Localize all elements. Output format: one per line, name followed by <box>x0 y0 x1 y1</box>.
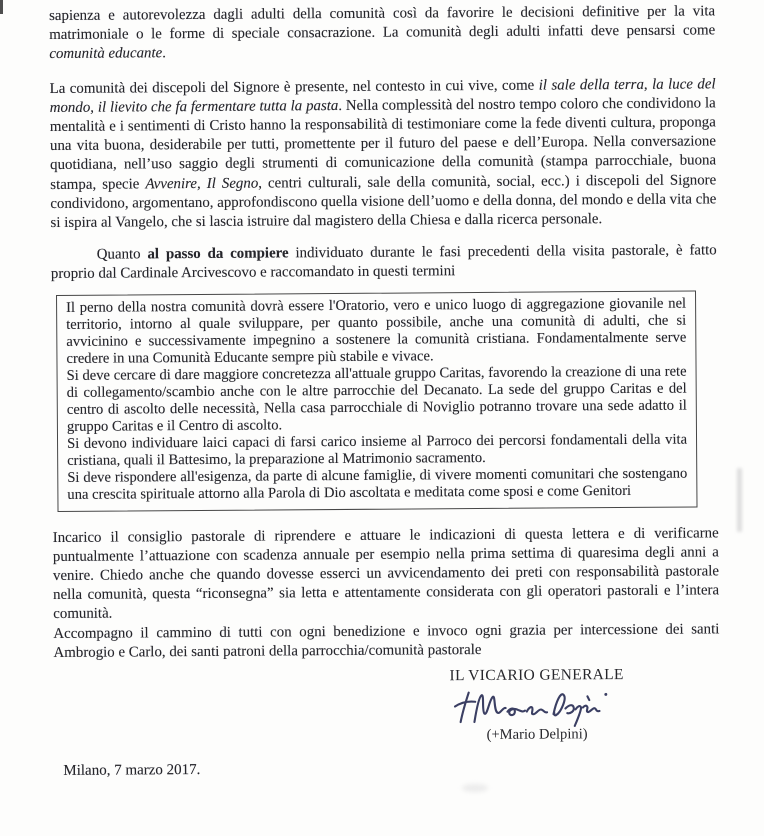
scan-artifact-smudge <box>737 468 742 532</box>
paragraph-community-of-disciples <box>50 75 717 233</box>
signatory-printed-name: (+Mario Delpini) <box>486 726 588 744</box>
text-run: individuato durante le fasi precedenti della visita pastorale, è fatto proprio dal Cardinale Arcivescovo e raccomandato in questi termini <box>50 242 717 283</box>
scan-artifact-edge <box>0 0 3 14</box>
text-run: La comunità dei discepoli del Signore è presente, nel contesto in cui vive, come <box>49 77 539 97</box>
box-paragraph-oratorio: Il perno della nostra comunità dovrà essere l'Oratorio, vero e unico luogo di aggregazione giovanile nel territorio, intorno al quale sviluppare, per quanto possibile, anche una comunità di adulti, che si avvicinino e successivamente impegnino a sostenere la comunità cristiana. Fondamentalmente serve credere in una Comunità Educante sempre più stabile e vivace. <box>66 295 687 367</box>
text-run: , centri culturali, sale della comunità, social, ecc.) i discepoli del Signore condividono, argomentano, approfondiscono quella visione dell’uomo e della donna, del mondo e della vita che si ispira al Vangelo, che si lascia istruire dal magistero della Chiesa e dalla ricerca personale. <box>50 171 717 232</box>
text-run: . <box>162 45 167 62</box>
box-paragraph-laici: Si devono individuare laici capaci di farsi carico insieme al Parroco dei percorsi fondamentali della vita cristiana, quali il Battesimo, la preparazione al Matrimonio sacramento. <box>66 431 688 469</box>
paragraph-incarico: Incarico il consiglio pastorale di riprendere e attuare le indicazioni di questa lettera e di verificarne puntualmente l’attuazione con scadenza annuale per esempio nella prima settima di quaresima degli anni a venire. Chiedo anche che quando dovesse esserci un avvicendamento dei preti con responsabilità pastorale nella comunità, questa “riconsegna” sia letta e attentamente considerata con gli operatori pastorali e l’intera comunità. <box>52 524 720 623</box>
dateline: Milano, 7 marzo 2017. <box>63 762 201 779</box>
signatory-title: IL VICARIO GENERALE <box>449 666 624 685</box>
signature-block <box>402 665 673 745</box>
box-paragraph-caritas: Si deve cercare di dare maggiore concretezza all'attuale gruppo Caritas, favorendo la creazione di una rete di collegamento/scambio anche con le altre parrocchie del Decanato. La sede del gruppo Caritas e del centro di ascolto delle necessità, Nella casa parrocchiale di Noviglio potranno trovare una sede adatto il gruppo Caritas e il Centro di ascolto. <box>66 363 687 435</box>
box-paragraph-famiglie: Si deve rispondere all'esigenza, da parte di alcune famiglie, di vivere momenti comunitari che sostengano una crescita spirituale attorno alla Parola di Dio ascoltata e meditata come sposi e come Genitori <box>67 465 688 503</box>
scan-artifact-dot <box>462 784 488 792</box>
document-content <box>49 2 720 780</box>
bold-text-run: al passo da compiere <box>147 245 289 263</box>
italic-text-run: comunità educante <box>49 45 163 63</box>
paragraph-continuation <box>49 2 715 64</box>
text-run: Quanto <box>96 246 148 263</box>
text-run: sapienza e autorevolezza dagli adulti della comunità così da favorire le decisioni definitive per la vita matrimoniale o le forme di speciale consacrazione. La comunità degli adulti infatti deve pensarsi come <box>49 3 716 44</box>
italic-text-run: il sale della terra, la luce del mondo, il lievito che fa fermentare tutta la pasta <box>49 75 716 116</box>
recommendation-box <box>56 290 697 511</box>
italic-text-run: Avvenire, Il Segno <box>145 175 259 192</box>
text-run: . Nella complessità del nostro tempo coloro che condividono la mentalità e i sentimenti di Cristo hanno la responsabilità di testimoniare come la fede diventi cultura, proponga una vita buona, desiderabile per tutti, promettente per il futuro del paese e dell’Europa. Nella conversazione quotidiana, nell’uso saggio degli strumenti di comunicazione della comunità (stampa parrocchiale, buona stampa, specie <box>49 95 717 193</box>
paragraph-passo-da-compiere <box>51 242 717 285</box>
paragraph-accompagno: Accompagno il cammino di tutti con ogni benedizione e invoco ogni grazia per intercessione dei santi Ambrogio e Carlo, dei santi patroni della parrocchia/comunità pastorale <box>53 620 720 661</box>
